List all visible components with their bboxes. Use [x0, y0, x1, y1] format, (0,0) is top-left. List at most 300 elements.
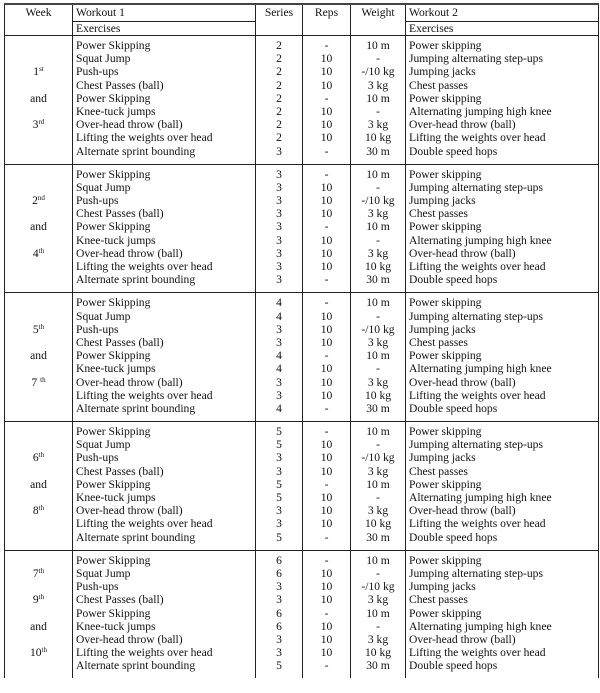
reps-value: - — [324, 530, 329, 544]
reps-cell — [303, 422, 351, 551]
series-value: 5 — [276, 425, 282, 439]
weight-value: 10 kg — [364, 517, 392, 531]
weight-cell — [351, 550, 406, 678]
series-value: 3 — [276, 517, 282, 531]
series-value: 5 — [276, 530, 282, 544]
week-group-row — [5, 36, 599, 165]
workout-2-exercise: Over-head throw (ball) — [409, 375, 516, 389]
series-value: 3 — [276, 646, 282, 660]
workout-1-exercise-cell — [73, 36, 256, 165]
reps-value: 10 — [320, 180, 333, 194]
weight-value: 10 m — [366, 296, 390, 310]
workout-1-exercise: Over-head throw (ball) — [76, 375, 183, 389]
week-label-line — [5, 39, 72, 52]
workout-1-exercise: Chest Passes (ball) — [76, 335, 164, 349]
workout-2-exercise: Lifting the weights over head — [409, 131, 546, 145]
week-label-line — [5, 234, 72, 247]
series-value: 2 — [276, 65, 282, 79]
weight-value: 3 kg — [367, 464, 389, 478]
week-label-line — [5, 296, 72, 309]
workout-1-exercise: Power Skipping — [76, 167, 151, 181]
workout-1-exercise: Alternate sprint bounding — [76, 401, 196, 415]
reps-value: 10 — [320, 580, 333, 594]
workout-1-exercise: Lifting the weights over head — [76, 260, 213, 273]
workout-1-exercise-cell — [73, 164, 256, 293]
workout-2-exercise: Power skipping — [409, 477, 482, 491]
workout-1-exercise: Power Skipping — [76, 606, 151, 620]
reps-value: 10 — [320, 131, 333, 145]
weight-value: 10 m — [366, 91, 390, 105]
week-label-line — [5, 52, 72, 65]
weight-value: -/10 kg — [361, 194, 395, 208]
weight-value: -/10 kg — [361, 580, 395, 594]
workout-1-exercise: Power Skipping — [76, 425, 151, 439]
workout-1-exercise: Over-head throw (ball) — [76, 504, 183, 518]
reps-value: 10 — [320, 619, 333, 633]
reps-value: 10 — [320, 309, 333, 323]
workout-2-exercise: Double speed hops — [409, 401, 498, 415]
series-value: 3 — [276, 593, 282, 607]
workout-2-exercise: Over-head throw (ball) — [409, 118, 516, 132]
week-label-line — [5, 362, 72, 375]
weight-value: 10 m — [366, 167, 390, 181]
weight-value: - — [376, 566, 380, 580]
series-value: 3 — [276, 451, 282, 465]
workout-1-exercise: Knee-tuck jumps — [76, 491, 156, 504]
series-value: 3 — [276, 322, 282, 336]
workout-1-exercise: Knee-tuck jumps — [76, 362, 156, 376]
training-program-table-wrapper — [4, 3, 598, 678]
workout-1-exercise: Chest Passes (ball) — [76, 593, 164, 607]
training-program-table — [4, 3, 599, 678]
weight-value: - — [376, 104, 380, 118]
week-label-line — [5, 402, 72, 415]
workout-2-exercise-cell — [406, 422, 599, 551]
week-label-line — [5, 79, 72, 92]
week-label-line — [5, 554, 72, 567]
workout-2-exercise: Lifting the weights over head — [409, 260, 546, 273]
workout-2-exercise: Lifting the weights over head — [409, 388, 546, 402]
series-value: 2 — [276, 104, 282, 118]
series-value: 3 — [276, 632, 282, 646]
ordinal-suffix: th — [38, 504, 45, 513]
reps-value: 10 — [320, 646, 333, 660]
workout-2-exercise: Chest passes — [409, 335, 468, 349]
reps-value: - — [324, 296, 329, 310]
workout-2-exercise: Jumping jacks — [409, 194, 476, 208]
series-value: 3 — [276, 388, 282, 402]
week-label-cell — [5, 164, 73, 293]
week-label-line — [5, 105, 72, 118]
weight-value: - — [376, 52, 380, 66]
series-value: 5 — [276, 477, 282, 491]
reps-value: 10 — [320, 464, 333, 478]
week-label-line: and — [30, 349, 47, 363]
workout-1-exercise: Power Skipping — [76, 39, 151, 52]
workout-2-exercise-cell — [406, 293, 599, 422]
workout-2-exercise: Chest passes — [409, 593, 468, 607]
workout-1-exercise: Push-ups — [76, 451, 119, 465]
workout-1-exercise: Power Skipping — [76, 553, 151, 567]
ordinal-suffix: th — [38, 451, 45, 460]
week-label-line: 7th — [32, 566, 45, 580]
ordinal-suffix: th — [38, 322, 45, 331]
reps-value: 10 — [320, 504, 333, 518]
workout-2-exercise: Lifting the weights over head — [409, 517, 546, 531]
week-label-line: 3rd — [32, 118, 45, 132]
series-value: 3 — [276, 144, 282, 158]
week-label-cell — [5, 550, 73, 678]
week-label-line — [5, 310, 72, 323]
weight-cell — [351, 36, 406, 165]
weight-value: - — [376, 233, 380, 247]
weight-value: 30 m — [366, 144, 390, 158]
week-label-line — [5, 491, 72, 504]
workout-2-exercise: Double speed hops — [409, 659, 498, 673]
reps-value: - — [324, 401, 329, 415]
week-label-line — [5, 389, 72, 402]
workout-2-exercise: Jumping alternating step-ups — [409, 438, 543, 452]
workout-1-exercise: Power Skipping — [76, 349, 151, 363]
series-value: 4 — [276, 309, 282, 323]
series-value: 3 — [276, 246, 282, 260]
workout-1-exercise: Knee-tuck jumps — [76, 619, 156, 633]
series-value: 3 — [276, 207, 282, 221]
series-value: 2 — [276, 52, 282, 66]
workout-1-exercise: Squat Jump — [76, 438, 131, 452]
workout-1-exercise: Alternate sprint bounding — [76, 273, 196, 287]
workout-2-exercise-cell — [406, 36, 599, 165]
reps-value: 10 — [320, 322, 333, 336]
series-value: 4 — [276, 401, 282, 415]
week-label-line — [5, 145, 72, 158]
week-label-line: 5th — [32, 322, 45, 336]
series-cell — [256, 293, 303, 422]
weight-value: 3 kg — [367, 632, 389, 646]
week-group-row — [5, 422, 599, 551]
weight-cell — [351, 164, 406, 293]
reps-value: 10 — [320, 517, 333, 531]
ordinal-suffix: th — [38, 246, 45, 255]
reps-value: 10 — [320, 246, 333, 260]
weight-value: 3 kg — [367, 504, 389, 518]
week-group-row — [5, 164, 599, 293]
reps-value: - — [324, 553, 329, 567]
reps-value: 10 — [320, 233, 333, 247]
workout-2-exercise: Alternating jumping high knee — [409, 362, 552, 376]
workout-2-exercise: Jumping jacks — [409, 65, 476, 79]
reps-value: 10 — [320, 491, 333, 504]
series-value: 3 — [276, 273, 282, 287]
weight-value: - — [376, 180, 380, 194]
reps-value: 10 — [320, 451, 333, 465]
reps-value: - — [324, 167, 329, 181]
reps-value: 10 — [320, 362, 333, 376]
week-label-line: and — [30, 220, 47, 234]
workout-2-exercise: Chest passes — [409, 78, 468, 92]
series-value: 4 — [276, 362, 282, 376]
workout-2-exercise: Power skipping — [409, 553, 482, 567]
ordinal-suffix: nd — [37, 194, 45, 203]
workout-1-exercise: Knee-tuck jumps — [76, 104, 156, 118]
series-value: 3 — [276, 260, 282, 273]
header-reps: Reps — [303, 4, 351, 36]
header-workout-1: Workout 1 — [73, 4, 256, 22]
series-value: 3 — [276, 464, 282, 478]
week-label-line — [5, 131, 72, 144]
header-workout-2: Workout 2 — [406, 4, 599, 22]
workout-1-exercise-cell — [73, 293, 256, 422]
workout-2-exercise: Double speed hops — [409, 273, 498, 287]
weight-value: 10 m — [366, 425, 390, 439]
week-label-line — [5, 607, 72, 620]
workout-2-exercise: Power skipping — [409, 91, 482, 105]
week-label-line: and — [30, 477, 47, 491]
reps-cell — [303, 293, 351, 422]
series-cell — [256, 164, 303, 293]
week-label-line — [5, 336, 72, 349]
ordinal-suffix: th — [38, 593, 45, 602]
series-value: 2 — [276, 118, 282, 132]
week-label-line: 9th — [32, 593, 45, 607]
series-value: 6 — [276, 553, 282, 567]
workout-2-exercise: Double speed hops — [409, 530, 498, 544]
workout-2-exercise: Alternating jumping high knee — [409, 619, 552, 633]
series-value: 5 — [276, 438, 282, 452]
week-label-line — [5, 207, 72, 220]
header-row — [5, 4, 599, 22]
reps-value: 10 — [320, 52, 333, 66]
reps-cell — [303, 550, 351, 678]
reps-value: 10 — [320, 388, 333, 402]
series-value: 5 — [276, 659, 282, 673]
reps-value: - — [324, 144, 329, 158]
week-label-line: 8th — [32, 504, 45, 518]
workout-1-exercise: Lifting the weights over head — [76, 646, 213, 660]
week-label-line — [5, 273, 72, 286]
workout-1-exercise: Push-ups — [76, 322, 119, 336]
weight-value: 3 kg — [367, 118, 389, 132]
series-value: 4 — [276, 349, 282, 363]
workout-2-exercise: Power skipping — [409, 425, 482, 439]
weight-value: 10 m — [366, 349, 390, 363]
reps-value: - — [324, 477, 329, 491]
workout-1-exercise: Power Skipping — [76, 296, 151, 310]
reps-value: 10 — [320, 566, 333, 580]
ordinal-suffix: rd — [38, 118, 45, 127]
workout-1-exercise: Chest Passes (ball) — [76, 78, 164, 92]
workout-2-exercise: Power skipping — [409, 167, 482, 181]
reps-value: - — [324, 349, 329, 363]
ordinal-suffix: th — [41, 646, 48, 655]
subheader-exercises-1: Exercises — [73, 22, 256, 36]
table-body — [5, 36, 599, 679]
week-label-line: 10th — [29, 646, 48, 660]
week-label-line: 2nd — [32, 194, 45, 208]
week-group-row — [5, 293, 599, 422]
reps-value: - — [324, 425, 329, 439]
workout-2-exercise: Chest passes — [409, 207, 468, 221]
workout-1-exercise-cell — [73, 422, 256, 551]
workout-2-exercise-cell — [406, 164, 599, 293]
weight-cell — [351, 422, 406, 551]
series-value: 2 — [276, 91, 282, 105]
header-weight: Weight — [351, 4, 406, 36]
weight-value: 3 kg — [367, 246, 389, 260]
week-group-row — [5, 550, 599, 678]
weight-value: 30 m — [366, 659, 390, 673]
weight-value: 30 m — [366, 401, 390, 415]
reps-value: 10 — [320, 593, 333, 607]
week-label-line — [5, 659, 72, 672]
series-value: 3 — [276, 335, 282, 349]
series-value: 3 — [276, 194, 282, 208]
reps-value: 10 — [320, 375, 333, 389]
week-label-line: 1st — [33, 65, 44, 79]
weight-cell — [351, 293, 406, 422]
weight-value: 3 kg — [367, 335, 389, 349]
workout-2-exercise: Power skipping — [409, 220, 482, 234]
workout-2-exercise: Jumping alternating step-ups — [409, 180, 543, 194]
weight-value: -/10 kg — [361, 65, 395, 79]
workout-2-exercise: Jumping jacks — [409, 322, 476, 336]
weight-value: 10 kg — [364, 646, 392, 660]
weight-value: 3 kg — [367, 375, 389, 389]
workout-2-exercise: Over-head throw (ball) — [409, 246, 516, 260]
weight-value: - — [376, 362, 380, 376]
ordinal-suffix: th — [38, 566, 45, 575]
header-week: Week — [5, 4, 73, 36]
week-label-line: 4th — [32, 246, 45, 260]
workout-1-exercise: Push-ups — [76, 65, 119, 79]
workout-1-exercise: Chest Passes (ball) — [76, 464, 164, 478]
week-label-line — [5, 465, 72, 478]
workout-1-exercise: Squat Jump — [76, 180, 131, 194]
weight-value: 3 kg — [367, 207, 389, 221]
workout-2-exercise: Power skipping — [409, 606, 482, 620]
workout-1-exercise: Squat Jump — [76, 52, 131, 66]
workout-2-exercise: Lifting the weights over head — [409, 646, 546, 660]
week-label-cell — [5, 36, 73, 165]
series-value: 4 — [276, 296, 282, 310]
reps-value: 10 — [320, 104, 333, 118]
workout-1-exercise: Power Skipping — [76, 220, 151, 234]
workout-2-exercise: Chest passes — [409, 464, 468, 478]
weight-value: -/10 kg — [361, 451, 395, 465]
reps-value: - — [324, 606, 329, 620]
reps-cell — [303, 36, 351, 165]
weight-value: - — [376, 438, 380, 452]
weight-value: 10 m — [366, 39, 390, 52]
weight-value: -/10 kg — [361, 322, 395, 336]
workout-1-exercise: Squat Jump — [76, 566, 131, 580]
series-cell — [256, 550, 303, 678]
series-value: 6 — [276, 566, 282, 580]
week-label-line: and — [30, 619, 47, 633]
reps-value: 10 — [320, 65, 333, 79]
series-value: 3 — [276, 220, 282, 234]
reps-value: 10 — [320, 207, 333, 221]
workout-2-exercise: Jumping alternating step-ups — [409, 309, 543, 323]
workout-2-exercise: Power skipping — [409, 349, 482, 363]
workout-1-exercise: Alternate sprint bounding — [76, 144, 196, 158]
series-value: 3 — [276, 180, 282, 194]
ordinal-suffix: st — [39, 65, 44, 74]
reps-value: - — [324, 659, 329, 673]
weight-value: 30 m — [366, 530, 390, 544]
reps-value: - — [324, 39, 329, 52]
reps-value: 10 — [320, 632, 333, 646]
workout-2-exercise: Power skipping — [409, 296, 482, 310]
week-label-line — [5, 517, 72, 530]
workout-2-exercise: Double speed hops — [409, 144, 498, 158]
workout-1-exercise: Knee-tuck jumps — [76, 233, 156, 247]
workout-2-exercise: Power skipping — [409, 39, 482, 52]
week-label-line — [5, 438, 72, 451]
weight-value: 30 m — [366, 273, 390, 287]
series-value: 2 — [276, 131, 282, 145]
week-label-line — [5, 531, 72, 544]
weight-value: 10 kg — [364, 260, 392, 273]
subheader-exercises-2: Exercises — [406, 22, 599, 36]
weight-value: 3 kg — [367, 593, 389, 607]
workout-1-exercise: Over-head throw (ball) — [76, 632, 183, 646]
workout-1-exercise: Push-ups — [76, 580, 119, 594]
weight-value: 10 m — [366, 553, 390, 567]
series-value: 3 — [276, 375, 282, 389]
workout-1-exercise-cell — [73, 550, 256, 678]
workout-2-exercise: Jumping jacks — [409, 451, 476, 465]
reps-value: 10 — [320, 335, 333, 349]
header-series: Series — [256, 4, 303, 36]
week-label-cell — [5, 293, 73, 422]
workout-1-exercise: Push-ups — [76, 194, 119, 208]
ordinal-suffix: th — [40, 375, 46, 384]
weight-value: - — [376, 309, 380, 323]
workout-1-exercise: Squat Jump — [76, 309, 131, 323]
workout-1-exercise: Power Skipping — [76, 91, 151, 105]
reps-value: 10 — [320, 260, 333, 273]
week-label-line — [5, 181, 72, 194]
week-label-line — [5, 260, 72, 273]
workout-2-exercise-cell — [406, 550, 599, 678]
workout-2-exercise: Over-head throw (ball) — [409, 504, 516, 518]
series-value: 3 — [276, 167, 282, 181]
weight-value: 10 kg — [364, 388, 392, 402]
week-label-line: and — [30, 91, 47, 105]
workout-2-exercise: Alternating jumping high knee — [409, 104, 552, 118]
reps-cell — [303, 164, 351, 293]
series-value: 6 — [276, 619, 282, 633]
workout-1-exercise: Lifting the weights over head — [76, 388, 213, 402]
weight-value: 3 kg — [367, 78, 389, 92]
workout-2-exercise: Alternating jumping high knee — [409, 491, 552, 504]
reps-value: - — [324, 273, 329, 287]
series-value: 5 — [276, 491, 282, 504]
week-label-cell — [5, 422, 73, 551]
series-cell — [256, 422, 303, 551]
series-value: 3 — [276, 580, 282, 594]
weight-value: 10 m — [366, 606, 390, 620]
reps-value: 10 — [320, 78, 333, 92]
reps-value: 10 — [320, 118, 333, 132]
series-value: 3 — [276, 233, 282, 247]
series-value: 3 — [276, 504, 282, 518]
reps-value: 10 — [320, 438, 333, 452]
reps-value: - — [324, 91, 329, 105]
series-value: 2 — [276, 39, 282, 52]
workout-1-exercise: Alternate sprint bounding — [76, 659, 196, 673]
